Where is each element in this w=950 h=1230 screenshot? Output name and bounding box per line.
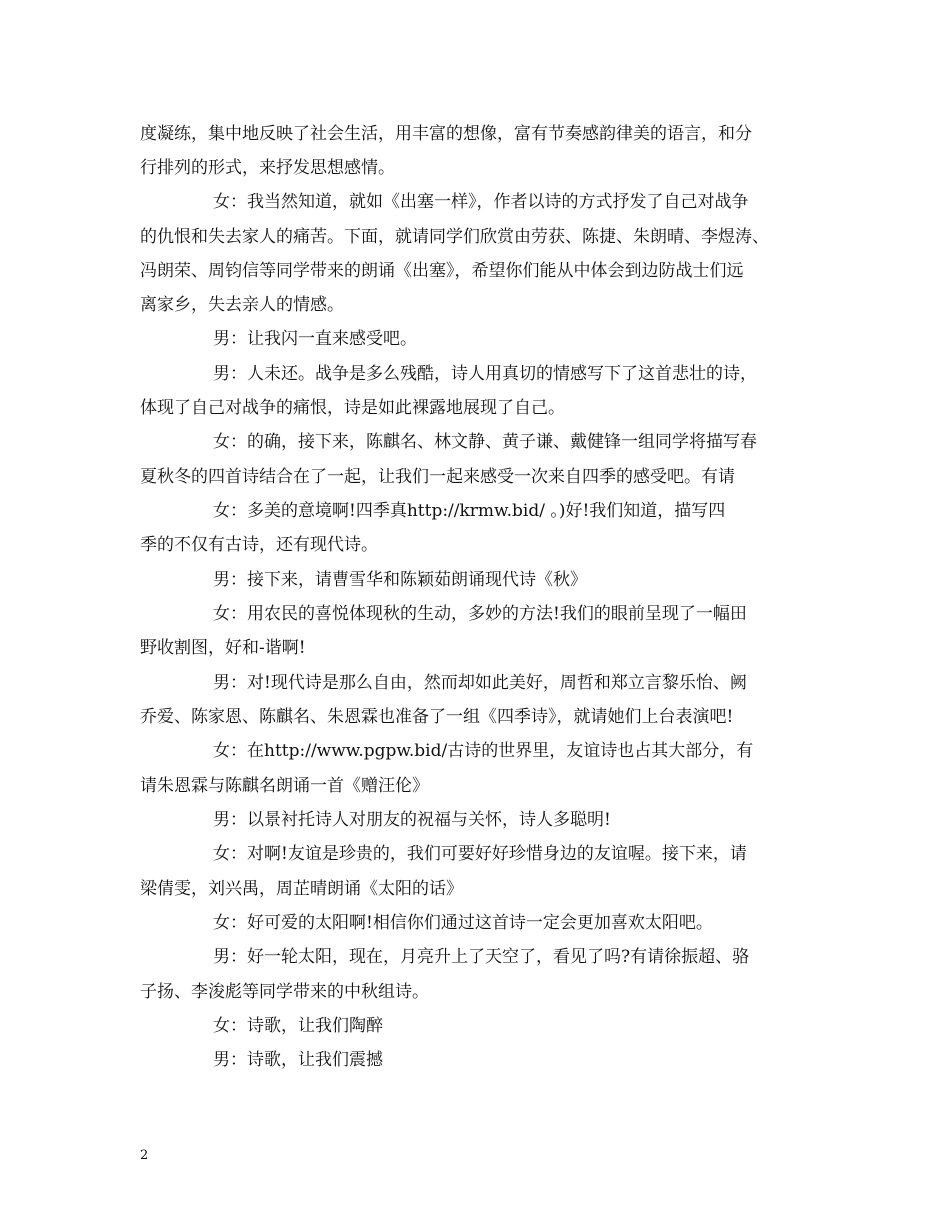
text-line: 男：好一轮太阳，现在，月亮升上了天空了，看见了吗?有请徐振超、骆	[213, 947, 750, 967]
text-line: 行排列的形式，来抒发思想感情。	[140, 158, 395, 178]
text-line: 男：让我闪一直来感受吧。	[213, 329, 417, 349]
text-line: 体现了自己对战争的痛恨，诗是如此裸露地展现了自己。	[140, 398, 565, 418]
text-line: 季的不仅有古诗，还有现代诗。	[140, 535, 378, 555]
text-line: 女：好可爱的太阳啊!相信你们通过这首诗一定会更加喜欢太阳吧。	[213, 913, 713, 933]
text-line: 梁倩雯，刘兴禺，周芷晴朗诵《太阳的话》	[140, 879, 463, 899]
text-line: 男：以景衬托诗人对朋友的祝福与关怀，诗人多聪明!	[213, 810, 611, 830]
text-line: 女：我当然知道，就如《出塞一样》，作者以诗的方式抒发了自己对战争	[213, 192, 749, 212]
text-line: 男：接下来，请曹雪华和陈颖茹朗诵现代诗《秋》	[213, 570, 587, 590]
text-line: 乔爱、陈家恩、陈麒名、朱恩霖也准备了一组《四季诗》，就请她们上台表演吧!	[140, 707, 734, 727]
text-line: 度凝练，集中地反映了社会生活，用丰富的想像，富有节奏感韵律美的语言，和分	[140, 124, 752, 144]
text-line: 野收割图，好和-谐啊!	[140, 638, 306, 658]
text-line: 女：用农民的喜悦体现秋的生动，多妙的方法!我们的眼前呈现了一幅田	[213, 604, 747, 624]
text-line: 子扬、李浚彪等同学带来的中秋组诗。	[140, 982, 429, 1002]
text-line: 女：对啊!友谊是珍贵的，我们可要好好珍惜身边的友谊喔。接下来，请	[213, 844, 747, 864]
text-line: 请朱恩霖与陈麒名朗诵一首《赠汪伦》	[140, 776, 429, 796]
text-line: 冯朗荣、周钧信等同学带来的朗诵《出塞》，希望你们能从中体会到边防战士们远	[140, 261, 744, 281]
text-line: 夏秋冬的四首诗结合在了一起，让我们一起来感受一次来自四季的感受吧。有请	[140, 467, 735, 487]
text-line: 男：人未还。战争是多么残酷，诗人用真切的情感写下了这首悲壮的诗，	[213, 364, 757, 384]
page-number: 2	[140, 1148, 149, 1163]
text-line: 女：的确，接下来，陈麒名、林文静、黄子谦、戴健锋一组同学将描写春	[213, 432, 757, 452]
text-line: 离家乡，失去亲人的情感。	[140, 295, 344, 315]
text-line: 女：在http://www.pgpw.bid/古诗的世界里，友谊诗也占其大部分，有	[213, 741, 754, 761]
text-line: 男：对!现代诗是那么自由，然而却如此美好，周哲和郑立言黎乐怡、阙	[213, 673, 747, 693]
text-line: 男：诗歌，让我们震撼	[213, 1050, 383, 1070]
text-line: 女：多美的意境啊!四季真http://krmw.bid/ 。)好!我们知道，描写四	[213, 501, 726, 521]
text-line: 的仇恨和失去家人的痛苦。下面，就请同学们欣赏由劳获、陈捷、朱朗晴、李煜涛、	[140, 227, 769, 247]
text-line: 女：诗歌，让我们陶醉	[213, 1016, 383, 1036]
